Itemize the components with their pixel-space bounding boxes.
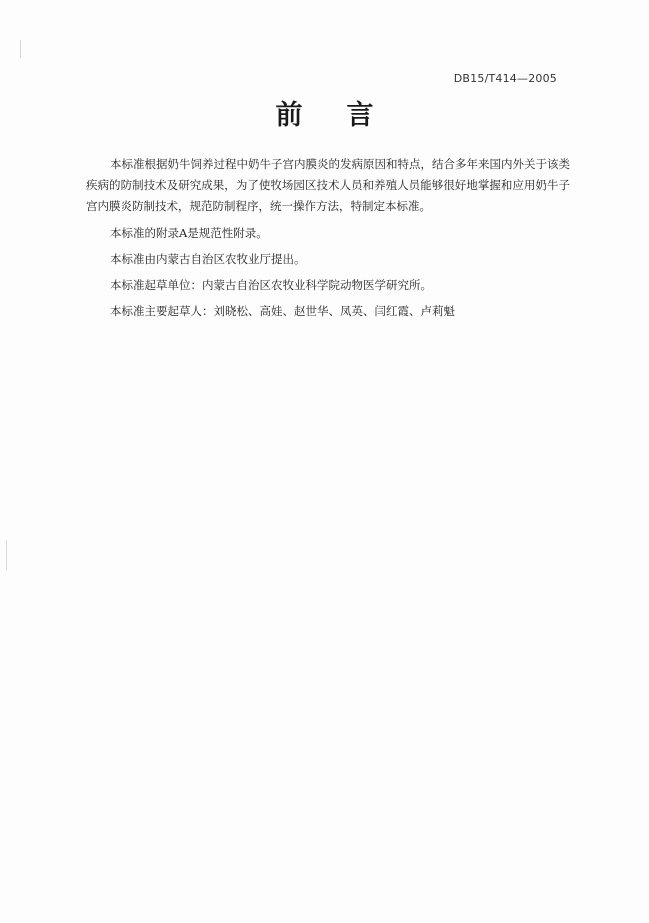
paragraph-appendix: 本标准的附录A是规范性附录。 bbox=[110, 226, 268, 240]
paragraph-intro: 本标准根据奶牛饲养过程中奶牛子宫内膜炎的发病原因和特点，结合多年来国内外关于该类疾病的防制技术及研究成果，为了使牧场园区技术人员和养殖人员能够很好地掌握和应用奶牛子宫内膜炎防制技术，规范防制程序，统一操作方法，特制定本标准。 bbox=[86, 157, 570, 213]
scan-artifact bbox=[20, 40, 21, 58]
document-body bbox=[86, 154, 570, 327]
paragraph-drafters: 本标准主要起草人：刘晓松、高娃、赵世华、凤英、闫红霞、卢莉魁 bbox=[110, 304, 455, 318]
paragraph-proposer: 本标准由内蒙古自治区农牧业厅提出。 bbox=[110, 252, 306, 266]
document-code: DB15/T414—2005 bbox=[453, 72, 557, 85]
paragraph-drafting-unit: 本标准起草单位：内蒙古自治区农牧业科学院动物医学研究所。 bbox=[110, 278, 432, 292]
page-title: 前言 bbox=[275, 100, 418, 131]
scan-artifact bbox=[6, 540, 7, 570]
